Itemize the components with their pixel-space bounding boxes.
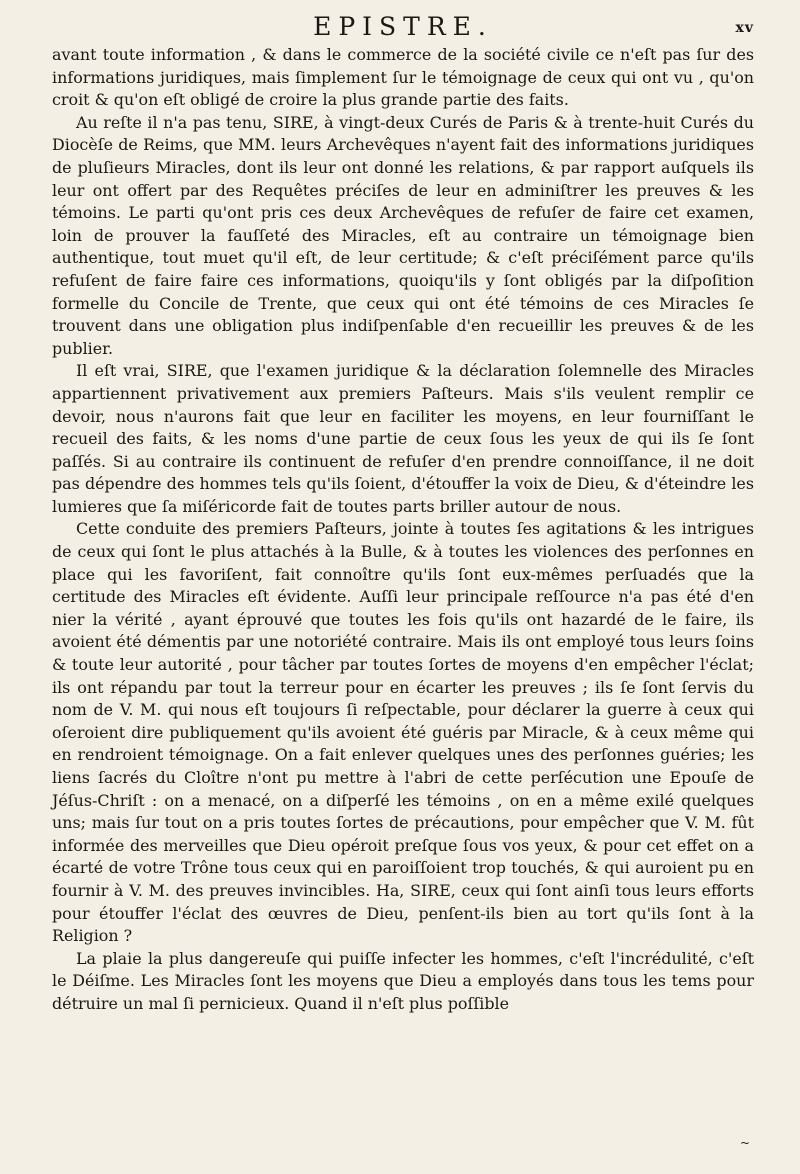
body-text (52, 44, 754, 1016)
paragraph-3: Il eſt vrai, SIRE, que l'examen juridique & la déclaration ſolemnelle des Miracles appartiennent privativement aux premiers Paſteurs. Mais s'ils veulent remplir ce devoir, nous n'aurons fait que leur en faciliter les moyens, en leur fourniſſant le recueil des faits, & les noms d'une partie de ceux ſous les yeux de qui ils ſe ſont paſſés. Si au contraire ils continuent de refuſer d'en prendre connoiſſance, il ne doit pas dépendre des hommes tels qu'ils ſoient, d'étouffer la voix de Dieu, & d'éteindre les lumieres que ſa miſéricorde fait de toutes parts briller autour de nous. (52, 361, 754, 516)
catchword: ~ (739, 1136, 750, 1150)
paragraph-5: La plaie la plus dangereuſe qui puiſſe infecter les hommes, c'eſt l'incrédulité, c'eſt le Déiſme. Les Miracles ſont les moyens que Dieu a employés dans tous les tems pour détruire un mal ſi pernicieux. Quand il n'eſt plus poſſible (52, 948, 754, 1013)
running-title: EPISTRE. (313, 12, 493, 41)
page-number: xv (735, 20, 754, 36)
paragraph-1: avant toute information , & dans le commerce de la société civile ce n'eſt pas ſur des informations juridiques, mais ſimplement ſur le témoignage de ceux qui ont vu , qu'on croit & qu'on eſt obligé de croire la plus grande partie des faits. (52, 45, 754, 110)
paragraph-2: Au reſte il n'a pas tenu, SIRE, à vingt-deux Curés de Paris & à trente-huit Curés du Diocèſe de Reims, que MM. leurs Archevêques n'ayent fait des informations juridiques de pluſieurs Miracles, dont ils leur ont donné les relations, & par rapport auſquels ils leur ont offert par des Requêtes préciſes de leur en adminiſtrer les preuves & les témoins. Le parti qu'ont pris ces deux Archevêques de refuſer de faire cet examen, loin de prouver la fauſſeté des Miracles, eſt au contraire un témoignage bien authentique, tout muet qu'il eſt, de leur certitude; & c'eſt préciſément parce qu'ils refuſent de faire faire ces informations, quoiqu'ils y ſont obligés par la diſpoſition formelle du Concile de Trente, que ceux qui ont été témoins de ces Miracles ſe trouvent dans une obligation plus indiſpenſable d'en recueillir les preuves & de les publier. (52, 112, 754, 358)
paragraph-4: Cette conduite des premiers Paſteurs, jointe à toutes ſes agitations & les intrigues de ceux qui ſont le plus attachés à la Bulle, & à toutes les violences des perſonnes en place qui les favoriſent, fait connoître qu'ils ſont eux-mêmes perſuadés que la certitude des Miracles eſt évidente. Auſſi leur principale reſſource n'a pas été d'en nier la vérité , ayant éprouvé que toutes les fois qu'ils ont hazardé de le faire, ils avoient été démentis par une notoriété contraire. Mais ils ont employé tous leurs ſoins & toute leur autorité , pour tâcher par toutes ſortes de moyens d'en empêcher l'éclat; ils ont répandu par tout la terreur pour en écarter les preuves ; ils ſe ſont ſervis du nom de V. M. qui nous eſt toujours ſi reſpectable, pour déclarer la guerre à ceux qui oſeroient dire publiquement qu'ils avoient été guéris par Miracle, & à ceux même qui en rendroient témoignage. On a fait enlever quelques unes des perſonnes guéries; les liens ſacrés du Cloître n'ont pu mettre à l'abri de cette perſécution une Epouſe de Jéſus-Chriſt : on a menacé, on a diſperſé les témoins , on en a même exilé quelques uns; mais ſur tout on a pris toutes ſortes de précautions, pour empêcher que V. M. fût informée des merveilles que Dieu opéroit preſque ſous vos yeux, & pour cet effet on a écarté de votre Trône tous ceux qui en paroiſſoient trop touchés, & qui auroient pu en fournir à V. M. des preuves invincibles. Ha, SIRE, ceux qui ſont ainſi tous leurs efforts pour étouffer l'éclat des œuvres de Dieu, penſent-ils bien au tort qu'ils ſont à la Religion ? (52, 519, 754, 946)
page-header (52, 8, 754, 52)
